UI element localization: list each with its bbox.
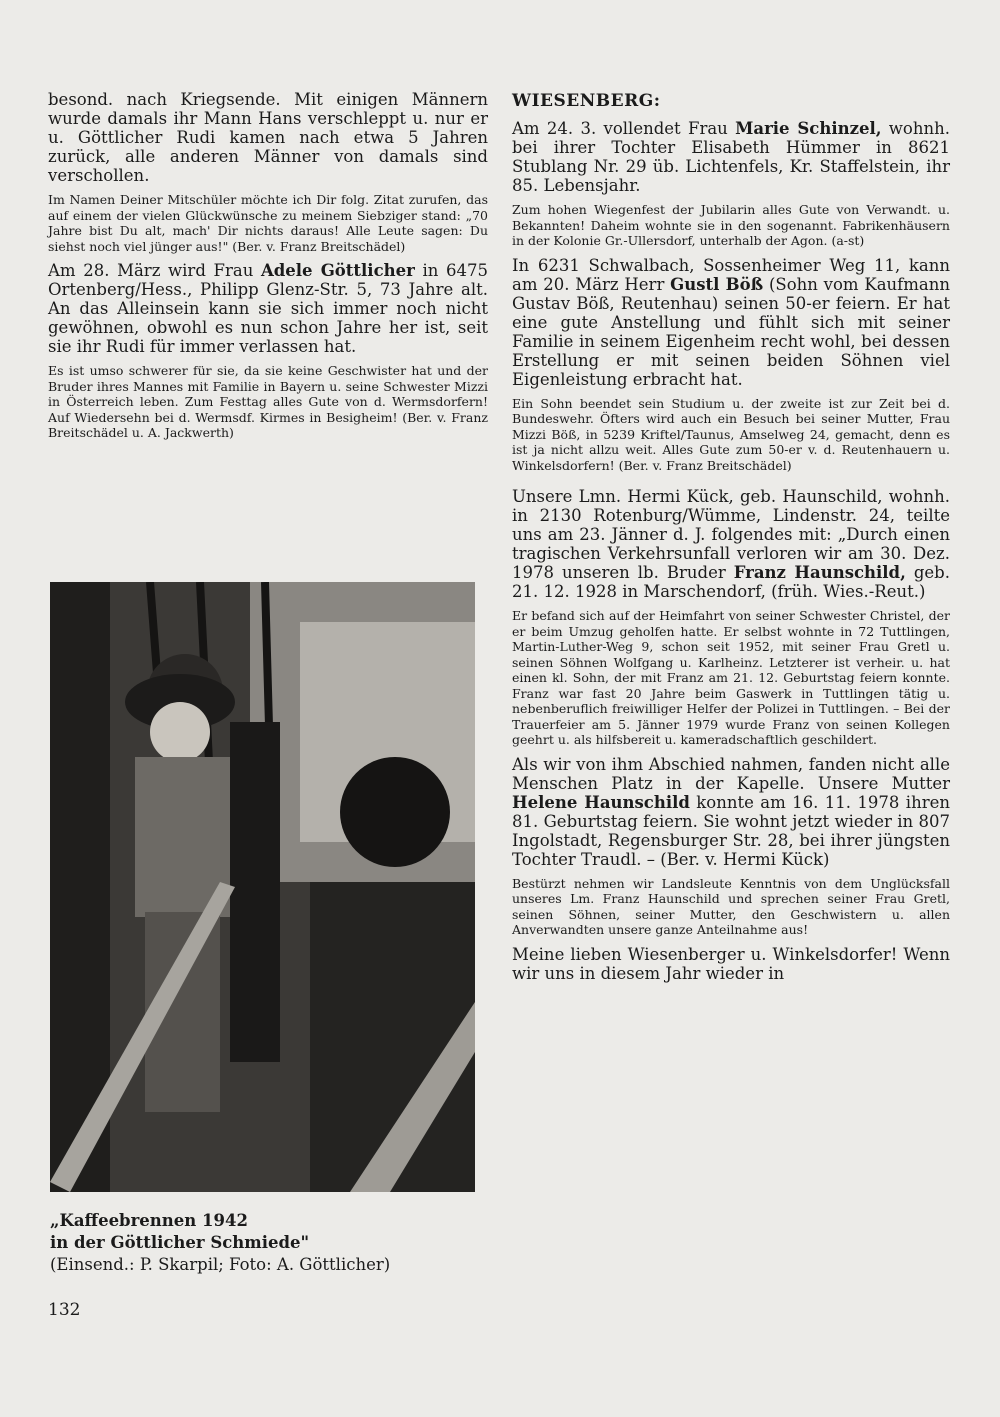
text-segment: wohnh. bei ihrer Tochter Elisabeth Hümmer in 8621 Stublang Nr. 29 üb. Lichtenfels, Kr. Staffelstein, ihr 85. Lebensjahr. (512, 119, 950, 195)
person-name: Adele Göttlicher (260, 261, 415, 280)
right-column (512, 90, 950, 983)
person-name: Gustl Böß (670, 274, 764, 294)
text-segment: In 6231 Schwalbach, Sossenheimer Weg 11, kann am 20. März Herr (512, 255, 950, 294)
caption-credit: (Einsend.: P. Skarpil; Foto: A. Göttlicher) (50, 1255, 391, 1274)
paragraph-gruss: Meine lieben Wiesenberger u. Winkelsdorfer! Wenn wir uns in diesem Jahr wieder in (512, 944, 950, 983)
text-segment: konnte am 16. 11. 1978 ihren 81. Geburtstag feiern. Sie wohnt jetzt wieder in 807 Ingolstadt, Regensburger Str. 28, bei ihrer jüngsten Tochter Traudl. – (Ber. v. Hermi Kück) (512, 792, 950, 869)
photo-illustration (50, 582, 475, 1192)
paragraph-wiegenfest: Zum hohen Wiegenfest der Jubilarin alles Gute von Verwandt. u. Bekannten! Daheim wohnte sie in den sogenannt. Fabrikenhäusern in der Kolonie Gr.-Ullersdorf, unterhalb der Agon. (a-st) (512, 202, 950, 248)
text-segment: Unsere Lmn. Hermi Kück, geb. Haunschild, wohnh. in 2130 Rotenburg/Wümme, Lindenstr. 24, teilte uns am 23. Jänner d. J. folgendes mit: „Durch einen tragischen Verkehrsunfall verloren wir am 30. Dez. 1978 unseren lb. Bruder (512, 487, 950, 582)
paragraph-sohn: Ein Sohn beendet sein Studium u. der zweite ist zur Zeit bei d. Bundeswehr. Öfters wird auch ein Besuch bei seiner Mutter, Frau Mizzi Böß, in 5239 Kriftel/Taunus, Amselweg 24, gemacht, denn es ist ja nicht allzu weit. Alles Gute zum 50-er v. d. Reutenhauern u. Winkelsdorfern! (Ber. v. Franz Breitschädel) (512, 395, 950, 473)
paragraph-kueck (512, 487, 950, 601)
text-segment: geb. 21. 12. 1928 in Marschendorf, (früh. Wies.-Reut.) (512, 563, 950, 601)
paragraph-zitat: Im Namen Deiner Mitschüler möchte ich Dir folg. Zitat zurufen, das auf einem der vielen Glückwünsche zu meinem Siebziger stand: „70 Jahre bist Du alt, mach' Dir nichts daraus! Alle Leute sagen: Du siehst noch viel jünger aus!" (Ber. v. Franz Breitschädel) (48, 192, 488, 254)
paragraph-schinzel (512, 119, 950, 195)
caption-title-line1: „Kaffeebrennen 1942 (50, 1211, 248, 1230)
person-name: Helene Haunschild (512, 792, 690, 812)
person-name: Marie Schinzel, (735, 119, 882, 138)
paragraph-geschwister: Es ist umso schwerer für sie, da sie keine Geschwister hat und der Bruder ihres Mannes mit Familie in Bayern u. seine Schwester Mizzi in Österreich leben. Zum Festtag alles Gute von d. Wermsdorfern! Auf Wiedersehn bei d. Wermsdf. Kirmes in Besigheim! (Ber. v. Franz Breitschädel u. A. Jackwerth) (48, 363, 488, 440)
person-name: Franz Haunschild, (733, 563, 906, 582)
text-segment: Am 24. 3. vollendet Frau (512, 119, 736, 138)
text-segment: Am 28. März wird Frau (48, 261, 261, 280)
text-segment: (Sohn vom Kaufmann Gustav Böß, Reutenhau) seinen 50-er feiern. Er hat eine gute Anstellung und fühlt sich mit seiner Familie in seinem Eigenheim recht wohl, bei dessen Erstellung er mit seinen beiden Söhnen viel Eigenleistung erbracht hat. (512, 274, 950, 389)
photo-caption (50, 1210, 490, 1276)
left-column (48, 90, 488, 441)
text-segment: Als wir von ihm Abschied nahmen, fanden nicht alle Menschen Platz in der Kapelle. Unsere Mutter (512, 754, 950, 793)
page-number: 132 (48, 1300, 81, 1320)
text-segment: in 6475 Ortenberg/Hess., Philipp Glenz-Str. 5, 73 Jahre alt. An das Alleinsein kann sie sich immer noch nicht gewöhnen, obwohl es nun schon Jahre her ist, seit sie ihr Rudi für immer verlassen hat. (48, 261, 488, 356)
caption-title-line2: in der Göttlicher Schmiede" (50, 1233, 310, 1252)
paragraph-adele (48, 261, 488, 356)
paragraph-anteilnahme: Bestürzt nehmen wir Landsleute Kenntnis von dem Unglücksfall unseres Lm. Franz Haunschild und sprechen seiner Frau Gretl, seinen Söhnen, seiner Mutter, den Geschwistern u. allen Anverwandten unsere ganze Anteilnahme aus! (512, 875, 950, 937)
paragraph-abschied (512, 755, 950, 869)
photo-kaffeebrennen (50, 582, 475, 1192)
section-heading-wiesenberg: WIESENBERG: (512, 91, 661, 111)
paragraph-kriegsende: besond. nach Kriegsende. Mit einigen Männern wurde damals ihr Mann Hans verschleppt u. nur er u. Göttlicher Rudi kamen nach etwa 5 Jahren zurück, alle anderen Männer von damals sind verschollen. (48, 90, 488, 185)
paragraph-boess (512, 256, 950, 389)
paragraph-heimfahrt: Er befand sich auf der Heimfahrt von seiner Schwester Christel, der er beim Umzug geholfen hatte. Er selbst wohnte in 72 Tuttlingen, Martin-Luther-Weg 9, schon seit 1952, mit seiner Frau Gretl u. seinen Söhnen Wolfgang u. Karlheinz. Letzterer ist verheir. u. hat einen kl. Sohn, der mit Franz am 21. 12. Geburtstag feiern konnte. Franz war fast 20 Jahre beim Gaswerk in Tuttlingen tätig u. nebenberuflich freiwilliger Helfer der Polizei in Tuttlingen. – Bei der Trauerfeier am 5. Jänner 1979 wurde Franz von seinen Kollegen geehrt u. als hilfsbereit u. kameradschaftlich geschildert. (512, 608, 950, 747)
